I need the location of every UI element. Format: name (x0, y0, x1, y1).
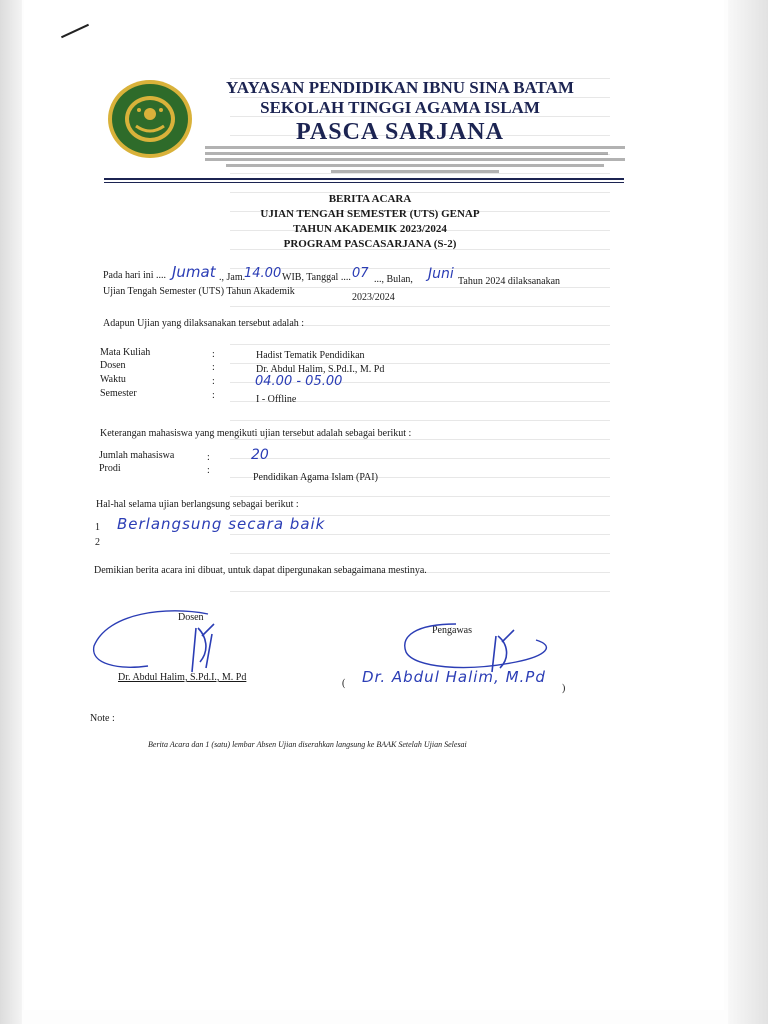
document-title (200, 192, 540, 252)
letterhead-fine-print (205, 146, 625, 173)
intro-year: 2023/2024 (352, 292, 395, 303)
title-line-4: PROGRAM PASCASARJANA (S-2) (283, 238, 457, 250)
foundation-name: YAYASAN PENDIDIKAN IBNU SINA BATAM (226, 78, 574, 97)
note-number-2: 2 (95, 537, 100, 548)
jam-label: ., Jam. (219, 272, 246, 283)
semester-colon: : (212, 390, 215, 401)
dosen-sign-label: Dosen (178, 612, 204, 623)
note-1-value: Berlangsung secara baik (117, 515, 326, 533)
title-line-3: TAHUN AKADEMIK 2023/2024 (293, 223, 447, 235)
dosen-value: Dr. Abdul Halim, S.Pd.I., M. Pd (256, 364, 385, 375)
prodi-value: Pendidikan Agama Islam (PAI) (253, 472, 378, 483)
scan-edge-right (728, 0, 768, 1024)
footnote: Berita Acara dan 1 (satu) lembar Absen Ujian diserahkan langsung ke BAAK Setelah Ujian Selesai (148, 740, 467, 749)
wib-tanggal-label: WIB, Tanggal .... (282, 272, 351, 283)
pada-hari-label: Pada hari ini .... (103, 270, 167, 281)
mata-kuliah-label: Mata Kuliah (100, 347, 151, 358)
dosen-label: Dosen (100, 360, 126, 371)
scan-edge-left (0, 0, 22, 1024)
prodi-colon: : (207, 465, 210, 476)
semester-value: I - Offline (256, 394, 297, 405)
waktu-colon: : (212, 376, 215, 387)
college-name: SEKOLAH TINGGI AGAMA ISLAM (260, 98, 540, 117)
intro-line-2: Ujian Tengah Semester (UTS) Tahun Akademik (103, 286, 295, 297)
header-rule-thin (104, 182, 624, 183)
jumlah-colon: : (207, 452, 210, 463)
pengawas-open-paren: ( (342, 678, 346, 689)
institution-logo (106, 78, 194, 160)
program-name: PASCA SARJANA (296, 119, 504, 145)
waktu-value: 04.00 - 05.00 (255, 374, 343, 389)
tahun-text: Tahun 2024 dilaksanakan (458, 276, 561, 287)
dosen-colon: : (212, 362, 215, 373)
jumlah-label: Jumlah mahasiswa (99, 450, 175, 461)
header-rule (104, 178, 624, 180)
bulan-value: Juni (428, 266, 454, 282)
pengawas-close-paren: ) (562, 683, 566, 694)
waktu-label: Waktu (100, 374, 126, 385)
title-line-2: UJIAN TENGAH SEMESTER (UTS) GENAP (260, 208, 480, 220)
adapun-text: Adapun Ujian yang dilaksanakan tersebut adalah : (103, 318, 305, 329)
prodi-label: Prodi (99, 463, 121, 474)
keterangan-text: Keterangan mahasiswa yang mengikuti ujian tersebut adalah sebagai berikut : (100, 428, 412, 439)
dosen-sign-name: Dr. Abdul Halim, S.Pd.I., M. Pd (118, 672, 247, 683)
jumlah-value: 20 (251, 447, 269, 463)
title-line-1: BERITA ACARA (328, 193, 412, 205)
semester-label: Semester (100, 388, 137, 399)
note-number-1: 1 (95, 522, 100, 533)
hari-value: Jumat (172, 263, 216, 281)
mata-kuliah-value: Hadist Tematik Pendidikan (256, 350, 365, 361)
tanggal-value: 07 (352, 266, 369, 281)
jam-value: 14.00 (244, 266, 282, 281)
letterhead (200, 78, 600, 146)
pengawas-sign-name: Dr. Abdul Halim, M.Pd (362, 668, 546, 686)
note-label: Note : (90, 713, 115, 724)
pengawas-sign-label: Pengawas (432, 625, 472, 636)
demikian-text: Demikian berita acara ini dibuat, untuk dapat dipergunakan sebagaimana mestinya. (94, 565, 427, 576)
hal-hal-text: Hal-hal selama ujian berlangsung sebagai berikut : (96, 499, 299, 510)
bulan-label: ..., Bulan, (374, 274, 413, 285)
mata-kuliah-colon: : (212, 349, 215, 360)
